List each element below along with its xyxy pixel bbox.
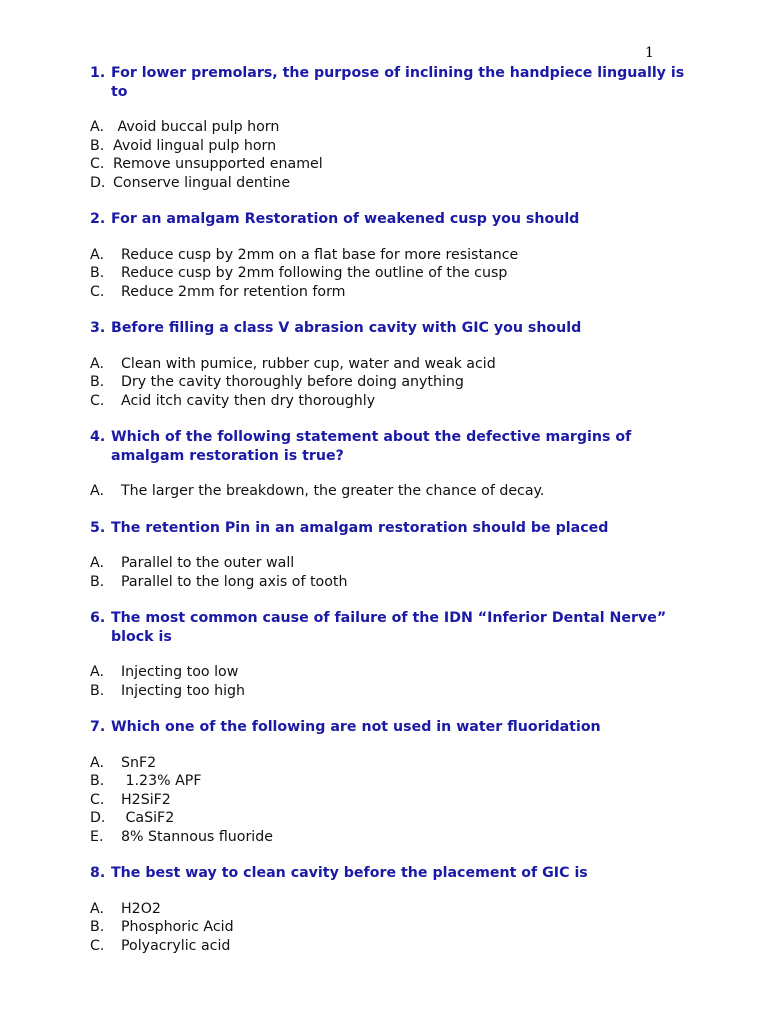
option-letter: A.: [90, 483, 104, 499]
option-text: Parallel to the long axis of tooth: [121, 573, 348, 590]
option-letter: B.: [90, 919, 105, 935]
option-text: 8% Stannous fluoride: [121, 828, 273, 845]
answer-option: [90, 174, 690, 193]
answer-options: [90, 554, 690, 591]
question-title: [90, 64, 690, 101]
question-title: [90, 609, 690, 646]
option-text: Conserve lingual dentine: [113, 174, 291, 191]
question-number: 2.: [90, 211, 106, 227]
option-text: Polyacrylic acid: [121, 937, 231, 954]
question-number: 8.: [90, 865, 106, 881]
question-4: [90, 428, 690, 501]
question-text: The most common cause of failure of the IDN “Inferior Dental Nerve” block is: [111, 610, 667, 645]
answer-options: [90, 754, 690, 847]
question-title: [90, 319, 690, 338]
option-letter: B.: [90, 374, 105, 390]
option-letter: D.: [90, 810, 106, 826]
answer-option: [90, 937, 690, 956]
question-3: [90, 319, 690, 410]
answer-option: [90, 918, 690, 937]
answer-option: [90, 283, 690, 302]
question-text: Which of the following statement about the defective margins of amalgam restoration is true?: [111, 429, 632, 464]
option-letter: D.: [90, 174, 106, 191]
answer-option: [90, 246, 690, 265]
question-1: [90, 64, 690, 192]
option-letter: E.: [90, 828, 104, 845]
answer-option: [90, 772, 690, 791]
option-text: Phosphoric Acid: [121, 919, 234, 935]
question-text: The retention Pin in an amalgam restoration should be placed: [111, 519, 609, 536]
answer-option: [90, 754, 690, 773]
question-number: 6.: [90, 610, 106, 626]
question-text: For an amalgam Restoration of weakened cusp you should: [111, 211, 580, 227]
answer-option: [90, 682, 690, 701]
option-text: Acid itch cavity then dry thoroughly: [121, 392, 376, 409]
option-text: Avoid lingual pulp horn: [113, 137, 277, 154]
question-text: Before filling a class V abrasion cavity with GIC you should: [111, 320, 582, 336]
question-text: Which one of the following are not used in water fluoridation: [111, 719, 601, 735]
answer-option: [90, 809, 690, 828]
option-letter: A.: [90, 355, 104, 372]
answer-option: [90, 900, 690, 919]
option-letter: C.: [90, 392, 105, 409]
option-letter: C.: [90, 156, 105, 172]
option-text: CaSiF2: [121, 810, 175, 826]
question-number: 5.: [90, 519, 106, 536]
question-8: [90, 864, 690, 955]
option-letter: A.: [90, 246, 104, 263]
answer-option: [90, 573, 690, 592]
option-letter: B.: [90, 773, 105, 789]
question-title: [90, 864, 690, 883]
question-title: [90, 718, 690, 737]
answer-option: [90, 554, 690, 573]
option-text: Dry the cavity thoroughly before doing anything: [121, 374, 464, 390]
question-title: [90, 210, 690, 229]
question-6: [90, 609, 690, 700]
question-text: The best way to clean cavity before the placement of GIC is: [111, 865, 588, 881]
answer-option: [90, 791, 690, 810]
option-text: The larger the breakdown, the greater the chance of decay.: [121, 483, 545, 499]
option-text: Reduce cusp by 2mm on a flat base for more resistance: [121, 246, 519, 263]
question-2: [90, 210, 690, 301]
question-list: [90, 64, 690, 973]
answer-options: [90, 355, 690, 411]
question-title: [90, 519, 690, 538]
option-text: H2SiF2: [121, 791, 171, 808]
answer-option: [90, 355, 690, 374]
option-text: H2O2: [121, 900, 161, 917]
answer-option: [90, 137, 690, 156]
answer-option: [90, 482, 690, 501]
option-text: 1.23% APF: [121, 773, 202, 789]
option-letter: A.: [90, 754, 104, 771]
option-letter: C.: [90, 283, 105, 300]
option-text: Injecting too high: [121, 682, 246, 699]
answer-options: [90, 900, 690, 956]
option-letter: A.: [90, 664, 104, 680]
question-number: 4.: [90, 429, 106, 445]
answer-option: [90, 264, 690, 283]
question-5: [90, 519, 690, 592]
option-letter: B.: [90, 265, 105, 281]
question-number: 3.: [90, 320, 106, 336]
option-text: Clean with pumice, rubber cup, water and weak acid: [121, 355, 496, 372]
option-letter: A.: [90, 119, 104, 135]
option-text: Remove unsupported enamel: [113, 156, 323, 172]
question-title: [90, 428, 690, 465]
answer-options: [90, 482, 690, 501]
answer-option: [90, 373, 690, 392]
answer-options: [90, 663, 690, 700]
answer-options: [90, 118, 690, 192]
question-number: 7.: [90, 719, 106, 735]
answer-option: [90, 828, 690, 847]
option-text: Parallel to the outer wall: [121, 555, 295, 571]
question-text: For lower premolars, the purpose of inclining the handpiece lingually is to: [111, 65, 685, 100]
answer-options: [90, 246, 690, 302]
option-text: Avoid buccal pulp horn: [113, 119, 280, 135]
option-letter: C.: [90, 937, 105, 954]
option-text: SnF2: [121, 754, 157, 771]
option-letter: B.: [90, 137, 105, 154]
page-number: 1: [645, 45, 654, 61]
question-number: 1.: [90, 65, 106, 81]
option-letter: C.: [90, 791, 105, 808]
option-text: Reduce 2mm for retention form: [121, 283, 346, 300]
option-text: Reduce cusp by 2mm following the outline of the cusp: [121, 265, 508, 281]
option-letter: B.: [90, 573, 105, 590]
answer-option: [90, 663, 690, 682]
answer-option: [90, 118, 690, 137]
option-letter: A.: [90, 555, 104, 571]
option-letter: B.: [90, 682, 105, 699]
answer-option: [90, 155, 690, 174]
option-letter: A.: [90, 900, 104, 917]
answer-option: [90, 392, 690, 411]
option-text: Injecting too low: [121, 664, 239, 680]
question-7: [90, 718, 690, 846]
